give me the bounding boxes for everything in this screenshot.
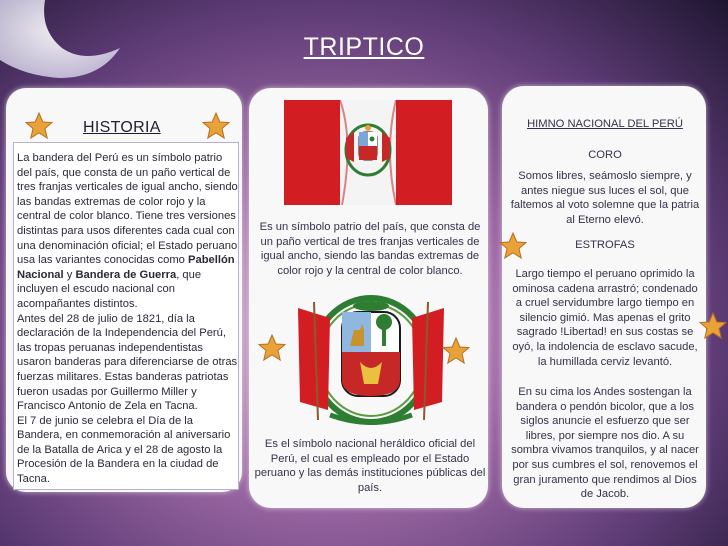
historia-p1-bold-a: Pabellón Nacional: [17, 254, 235, 281]
historia-paragraph-3: El 7 de junio se celebra el Día de la Bandera, en conmemoración al aniversario de la Batalla de Arica y el 28 de agosto la Procesión de la Bandera en la ciudad de Tacna.: [17, 414, 231, 486]
star-icon: [498, 231, 528, 261]
star-icon: [441, 336, 471, 366]
historia-p1-text-c: , que incluyen el escudo nacional con acompañantes distintos.: [17, 268, 202, 310]
star-icon: [698, 311, 728, 341]
historia-p1-text-a: La bandera del Perú es un símbolo patrio del país, que consta de un paño vertical de tres franjas verticales de igual ancho, siendo las bandas extremas de color rojo y la central de color blanco. Tiene tres versiones distintas para usos diferentes cada cual con una denominación oficial; el Estado peruano usa las variantes conocidas como: [17, 152, 238, 267]
star-icon: [257, 333, 287, 363]
estrofa-2: En su cima los Andes sostengan la bandera o pendón bicolor, que a los siglos anuncie el esfuerzo que ser libres, por siempre nos dio. A su sombra vivamos tranquilos, y al nacer por sus cumbres el sol, renovemos el gran juramento que rendimos al Dios de Jacob.: [511, 386, 699, 501]
peru-coat-of-arms-image: [290, 290, 452, 430]
flag-caption: Es un símbolo patrio del país, que consta de un paño vertical de tres franjas verticales de igual ancho, siendo las bandas extremas de color rojo y la central de color blanco.: [259, 221, 481, 277]
estrofa-1: Largo tiempo el peruano oprimido la ominosa cadena arrastró; condenado a cruel servidumbre largo tiempo en silencio gimió. Mas apenas el grito sagrado !Libertad! en sus costas se oyó, la indolencia de esclavo sacude, la humillada cerviz levantó.: [512, 268, 698, 368]
star-icon: [24, 111, 54, 141]
himno-heading: HIMNO NACIONAL DEL PERÚ: [527, 118, 683, 130]
historia-body: [17, 151, 239, 487]
historia-paragraph-2: Antes del 28 de julio de 1821, día la declaración de la Independencia del Perú, las tropas peruanas independentistas usaron banderas para diferenciarse de otras fuerzas militares. Estas banderas patriotas fueron usadas por Guillermo Miller y Francisco Antonio de Zela en Tacna.: [17, 312, 238, 413]
historia-heading: HISTORIA: [83, 119, 161, 136]
coro-text: Somos libres, seámoslo siempre, y antes niegue sus luces el sol, que faltemos al voto solemne que la patria al Eterno elevó.: [510, 170, 700, 226]
historia-p1-bold-b: Bandera de Guerra: [75, 268, 177, 281]
peru-flag-image: [284, 100, 452, 205]
historia-paragraph-1: [17, 151, 239, 312]
page-title: TRIPTICO: [303, 33, 425, 61]
star-icon: [201, 111, 231, 141]
historia-p1-text-b: y: [63, 268, 76, 281]
estrofas-label: ESTROFAS: [575, 239, 635, 251]
coro-label: CORO: [588, 149, 622, 161]
coat-of-arms-caption: Es el símbolo nacional heráldico oficial del Perú, el cual es empleado por el Estado peruano y las demás instituciones públicas del país.: [254, 438, 486, 494]
